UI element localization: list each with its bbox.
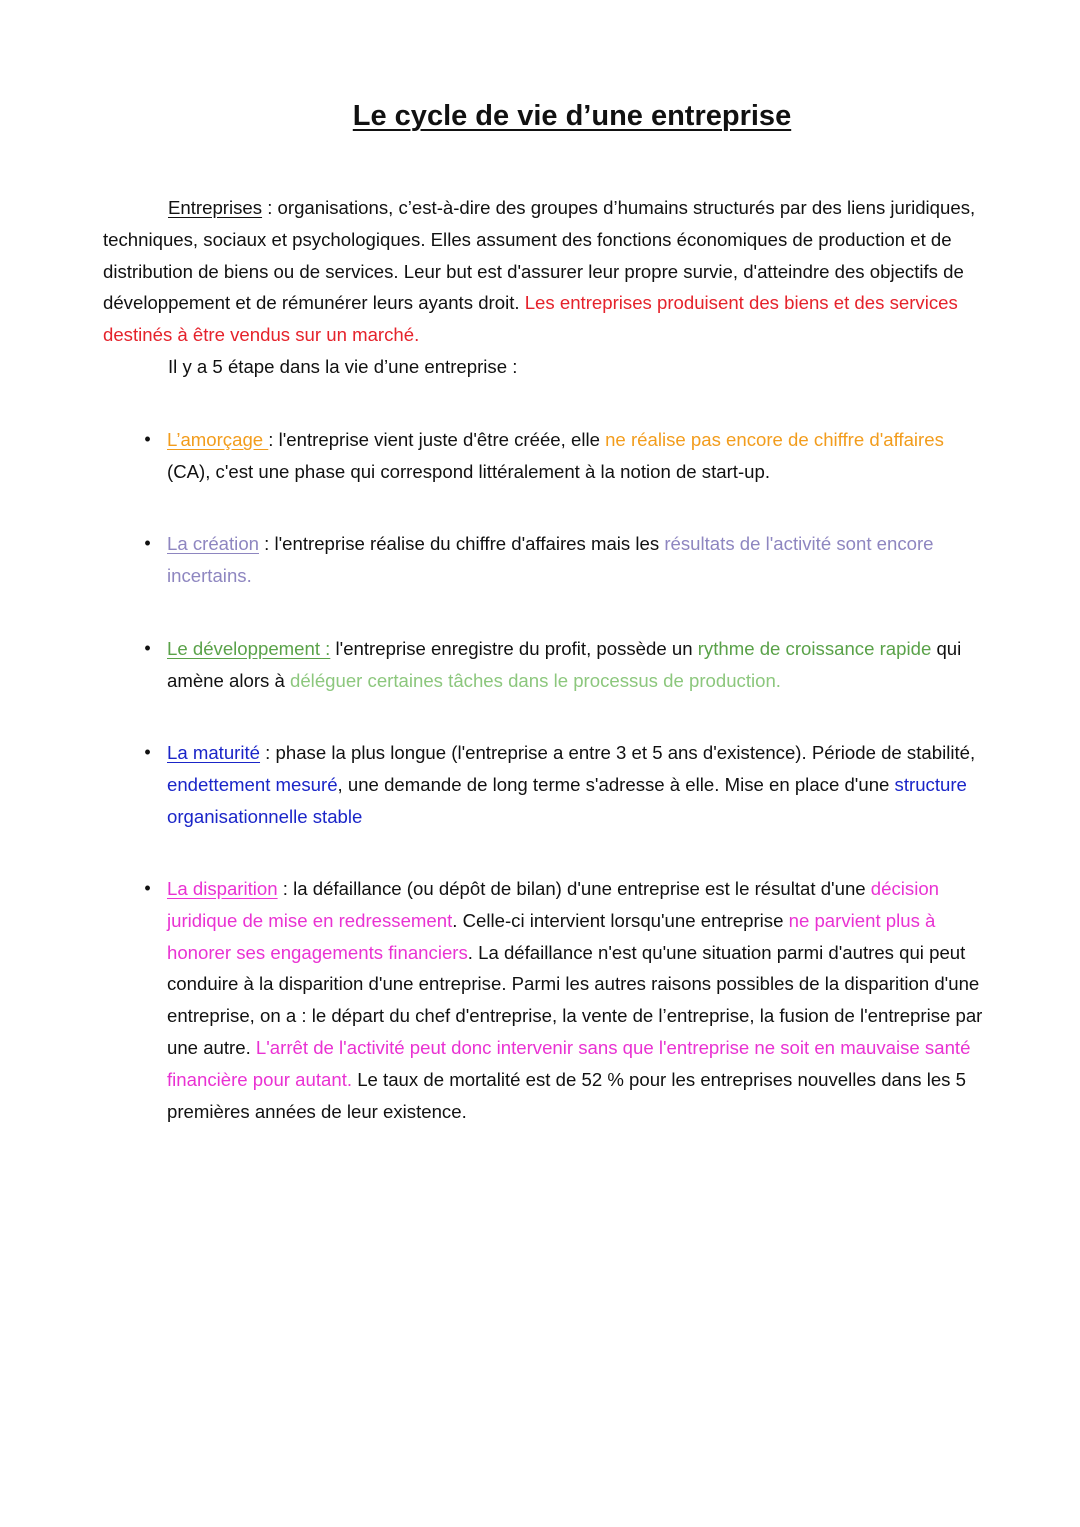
bullet-icon: • (144, 742, 151, 762)
intro-term: Entreprises (168, 197, 263, 218)
list-item-amorcage: • L’amorçage : l'entreprise vient juste d'être créée, elle ne réalise pas encore de chiffre d'affaires (CA), c'est une phase qui correspond littéralement à la notion de start-up. (167, 424, 987, 488)
bullet-icon: • (144, 878, 151, 898)
list-item-disparition: • La disparition : la défaillance (ou dépôt de bilan) d'une entreprise est le résultat d'une décision juridique de mise en redressement. Celle-ci intervient lorsqu'une entreprise ne parvient plus à honorer ses engagements financiers. La défaillance n'est qu'une situation parmi d'autres qui peut conduire à la disparition d'une entreprise. Parmi les autres raisons possibles de la disparition d'une entreprise, on a : le départ du chef d'entreprise, la vente de l’entreprise, la fusion de l'entreprise par une autre. L'arrêt de l'activité peut donc intervenir sans que l'entreprise ne soit en mauvaise santé financière pour autant. Le taux de mortalité est de 52 % pour les entreprises nouvelles dans les 5 premières années de leur existence. (167, 873, 987, 1127)
bullet-icon: • (144, 638, 151, 658)
steps-intro-line: Il y a 5 étape dans la vie d’une entreprise : (168, 355, 518, 377)
intro-highlight: Les entreprises produisent des biens et des services destinés à être vendus sur un marché. (103, 292, 958, 346)
intro-definition: : organisations, c’est-à-dire des groupes d’humains structurés par des liens juridiques, techniques, sociaux et psychologiques. Elles assument des fonctions économiques de production et de distribution de biens ou de services. Leur but est d'assurer leur propre survie, d'atteindre des objectifs de développement et de rémunérer leurs ayants droit. (103, 197, 976, 314)
bullet-icon: • (144, 429, 151, 449)
bullet-icon: • (144, 533, 151, 553)
list-item-creation: • La création : l'entreprise réalise du chiffre d'affaires mais les résultats de l'activité sont encore incertains. (167, 528, 987, 592)
step-label: La création (167, 533, 259, 554)
step-label: L’amorçage (167, 429, 269, 450)
intro-paragraph (103, 192, 983, 383)
step-label: La disparition (167, 878, 278, 899)
list-item-developpement: • Le développement : l'entreprise enregistre du profit, possède un rythme de croissance rapide qui amène alors à déléguer certaines tâches dans le processus de production. (167, 633, 987, 697)
step-label: Le développement : (167, 638, 331, 659)
list-item-maturite: • La maturité : phase la plus longue (l'entreprise a entre 3 et 5 ans d'existence). Période de stabilité, endettement mesuré, une demande de long terme s'adresse à elle. Mise en place d'une structure organisationnelle stable (167, 737, 987, 832)
page-title: Le cycle de vie d’une entreprise (352, 100, 792, 132)
step-label: La maturité (167, 742, 261, 763)
